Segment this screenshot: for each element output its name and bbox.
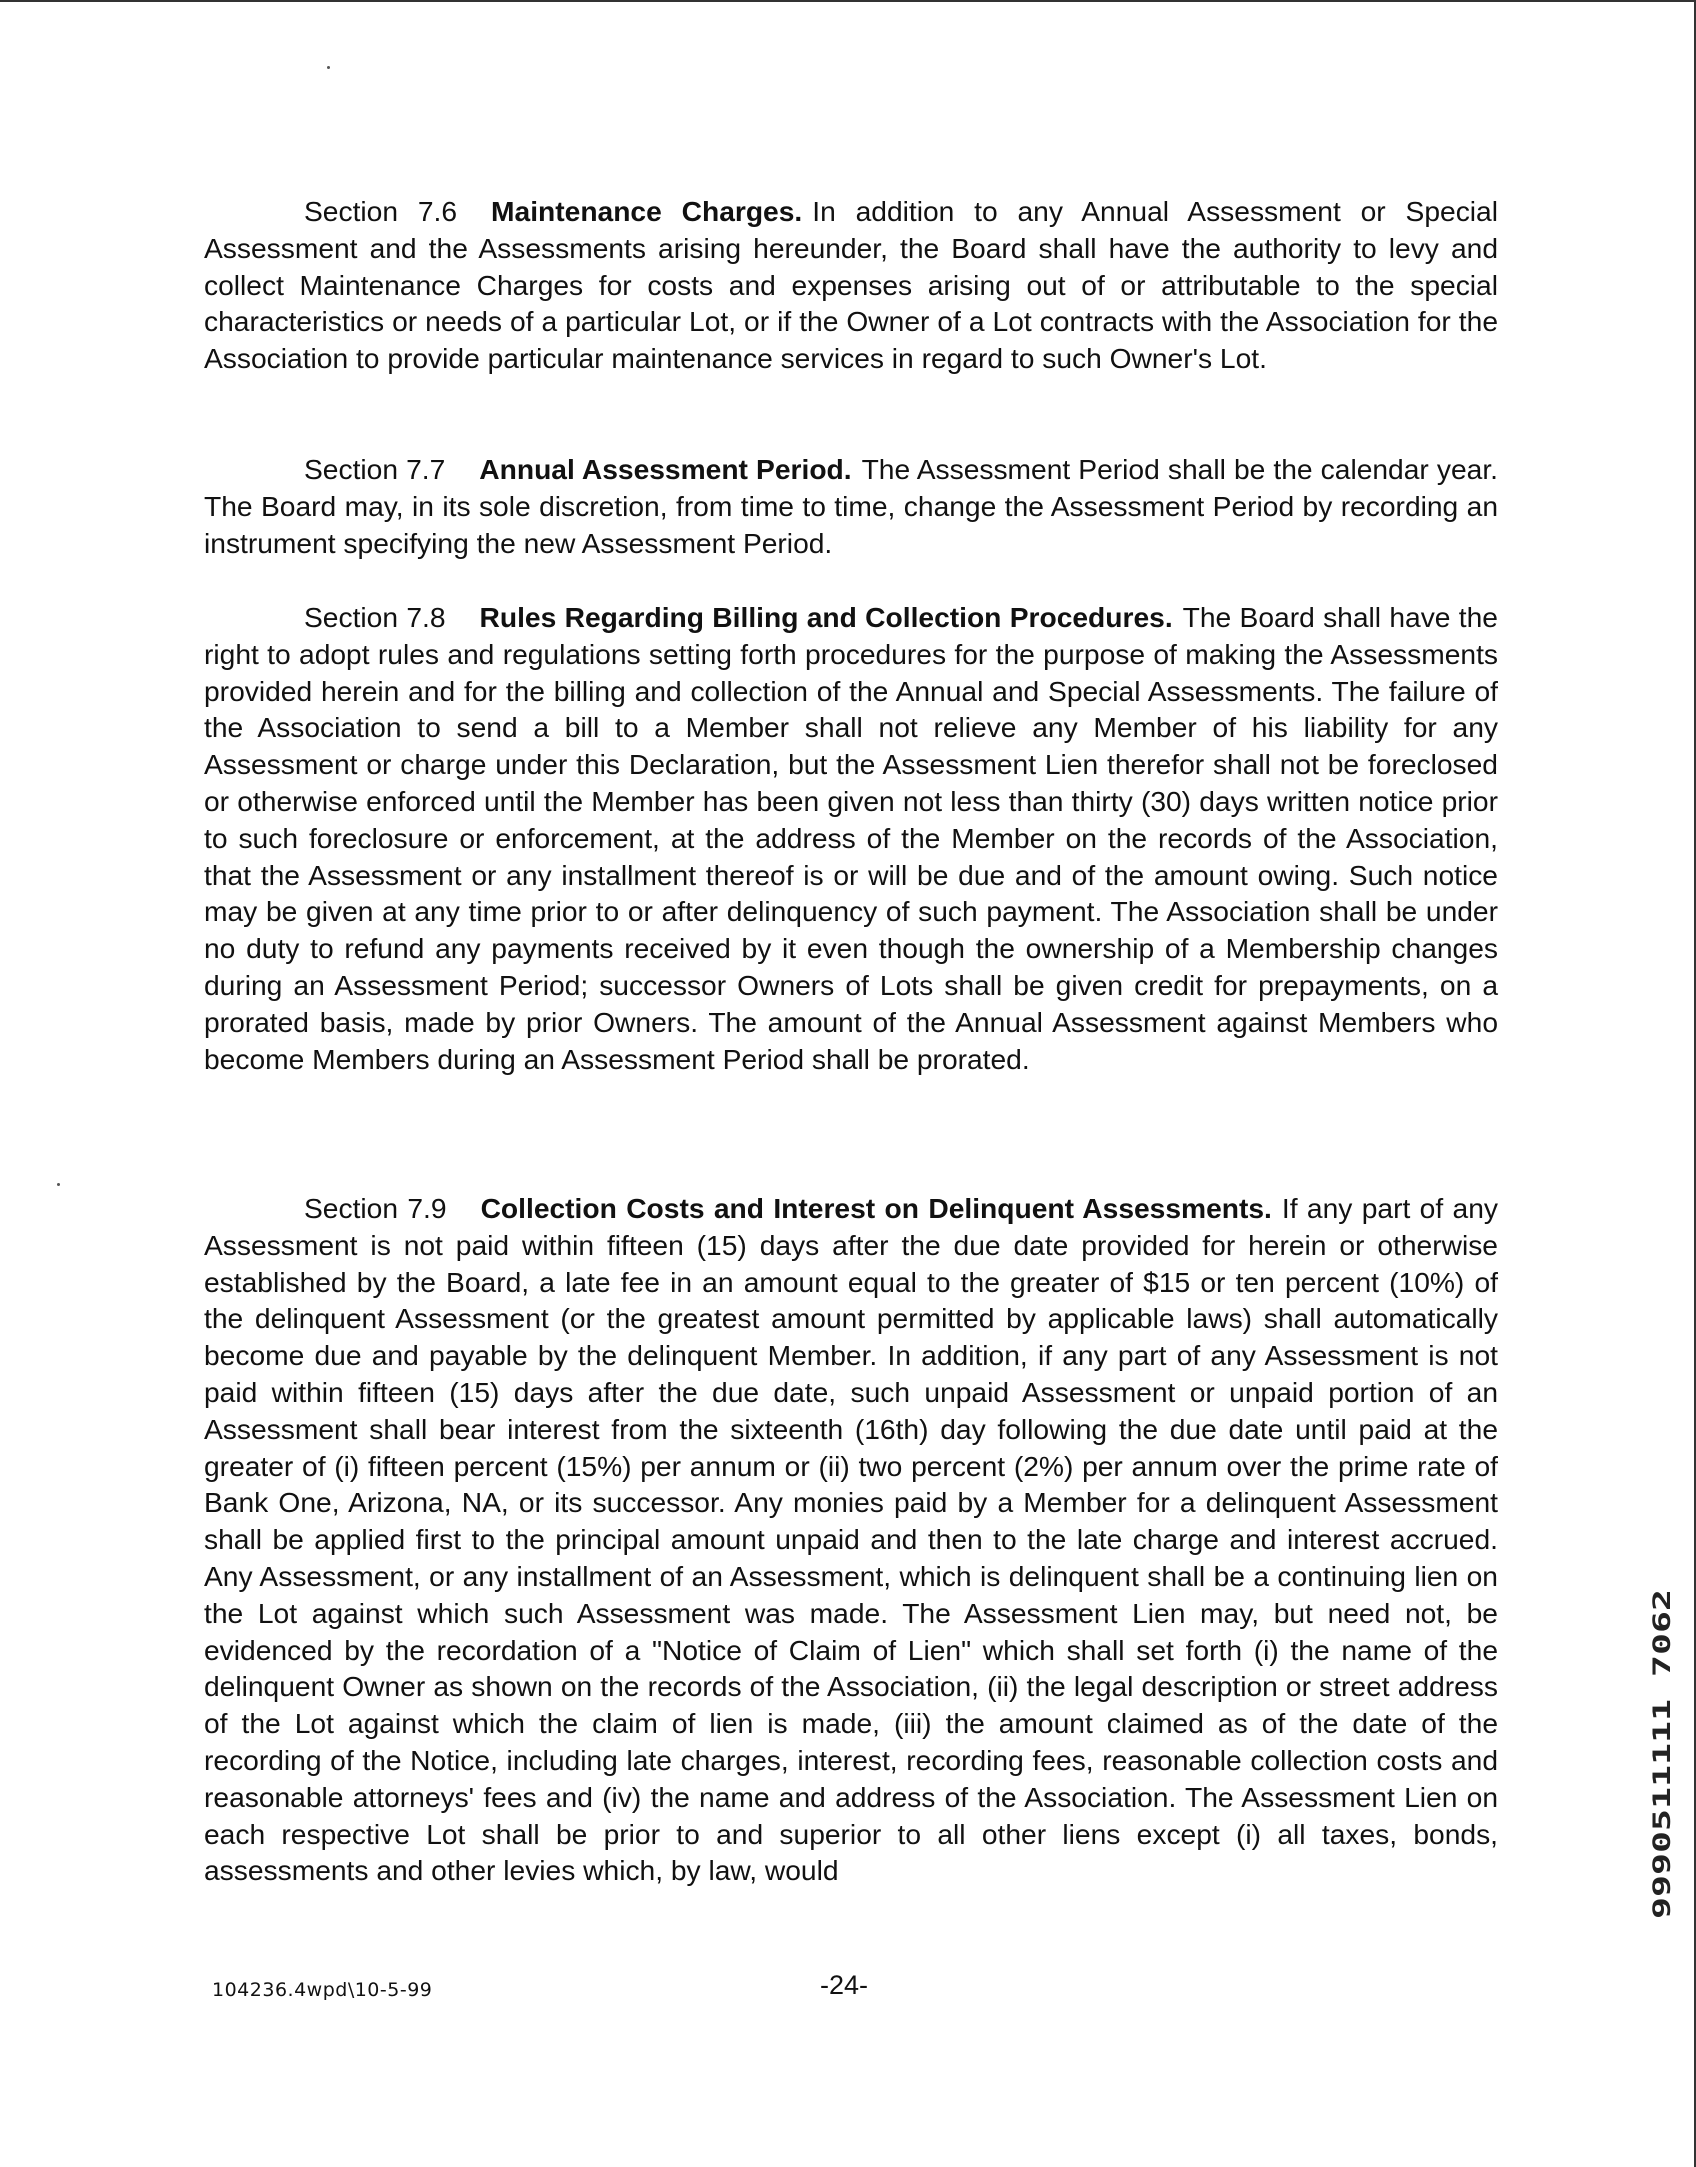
section-7-7 (204, 451, 1498, 561)
document-id: 104236.4wpd\10-5-99 (212, 1979, 433, 2001)
section-body: If any part of any Assessment is not paid within fifteen (15) days after the due date provided for herein or otherwise established by the Board, a late fee in an amount equal to the greater of $15 or ten percent (10%) of the delinquent Assessment (or the greatest amount permitted by applicable laws) shall automatically become due and payable by the delinquent Member. In addition, if any part of any Assessment is not paid within fifteen (15) days after the due date, such unpaid Assessment or unpaid portion of an Assessment shall bear interest from the sixteenth (16th) day following the due date until paid at the greater of (i) fifteen percent (15%) per annum or (ii) two percent (2%) per annum over the prime rate of Bank One, Arizona, NA, or its successor. Any monies paid by a Member for a delinquent Assessment shall be applied first to the principal amount unpaid and then to the late charge and interest accrued. Any Assessment, or any installment of an Assessment, which is delinquent shall be a continuing lien on the Lot against which such Assessment was made. The Assessment Lien may, but need not, be evidenced by the recordation of a "Notice of Claim of Lien" which shall set forth (i) the name of the delinquent Owner as shown on the records of the Association, (ii) the legal description or street address of the Lot against which the claim of lien is made, (iii) the amount claimed as of the date of the recording of the Notice, including late charges, interest, recording fees, reasonable collection costs and reasonable attorneys' fees and (iv) the name and address of the Association. The Assessment Lien on each respective Lot shall be prior to and superior to all other liens except (i) all taxes, bonds, assessments and other levies which, by law, would (204, 1192, 1498, 1887)
section-7-8 (204, 599, 1498, 1077)
section-body: In addition to any Annual Assessment or Special Assessment and the Assessments arising hereunder, the Board shall have the authority to levy and collect Maintenance Charges for costs and expenses arising out of or attributable to the special characteristics or needs of a particular Lot, or if the Owner of a Lot contracts with the Association for the Association to provide particular maintenance services in regard to such Owner's Lot. (204, 195, 1498, 375)
section-paragraph (204, 193, 1498, 377)
svg-text:9990511111 7062: 9990511111 7062 (1648, 1702, 1676, 1919)
section-heading: Collection Costs and Interest on Delinquent Assessments. (480, 1192, 1272, 1224)
section-heading: Rules Regarding Billing and Collection Procedures. (479, 601, 1173, 633)
section-body: The Assessment Period shall be the calendar year. The Board may, in its sole discretion, from time to time, change the Assessment Period by recording an instrument specifying the new Assessment Period. (204, 453, 1498, 559)
section-7-6 (204, 193, 1498, 377)
section-paragraph (204, 599, 1498, 1077)
section-paragraph (204, 1190, 1498, 1889)
recording-number-stamp-icon (1648, 1583, 1678, 1923)
section-heading: Annual Assessment Period. (479, 453, 852, 485)
section-number: Section 7.7 (304, 453, 446, 485)
section-number: Section 7.8 (304, 601, 446, 633)
section-body: The Board shall have the right to adopt rules and regulations setting forth procedures for the purpose of making the Assessments provided herein and for the billing and collection of the Annual and Special Assessments. The failure of the Association to send a bill to a Member shall not relieve any Member of his liability for any Assessment or charge under this Declaration, but the Assessment Lien therefor shall not be foreclosed or otherwise enforced until the Member has been given not less than thirty (30) days written notice prior to such foreclosure or enforcement, at the address of the Member on the records of the Association, that the Assessment or any installment thereof is or will be due and of the amount owing. Such notice may be given at any time prior to or after delinquency of such payment. The Association shall be under no duty to refund any payments received by it even though the ownership of a Membership changes during an Assessment Period; successor Owners of Lots shall be given credit for prepayments, on a prorated basis, made by prior Owners. The amount of the Annual Assessment against Members who become Members during an Assessment Period shall be prorated. (204, 601, 1498, 1075)
scan-speck (327, 66, 330, 69)
section-paragraph (204, 451, 1498, 561)
section-number: Section 7.6 (304, 195, 458, 227)
section-7-9 (204, 1190, 1498, 1889)
section-heading: Maintenance Charges. (491, 195, 803, 227)
page-number: -24- (820, 1970, 869, 2000)
scan-speck (57, 1183, 60, 1186)
section-number: Section 7.9 (304, 1192, 447, 1224)
